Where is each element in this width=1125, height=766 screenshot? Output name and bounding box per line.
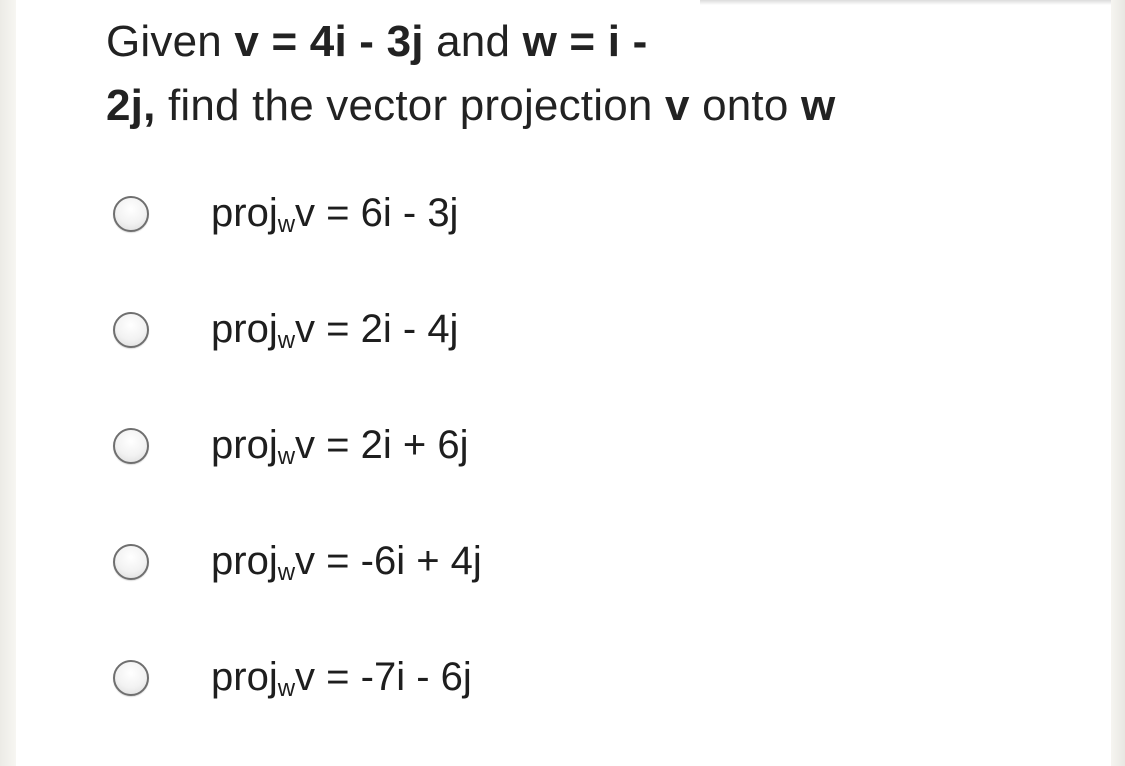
proj-subscript: w — [277, 327, 296, 354]
question-and: and — [423, 17, 523, 66]
answer-option-label — [211, 304, 458, 354]
question-text — [106, 10, 1066, 138]
radio-button-icon[interactable] — [113, 312, 149, 348]
answer-option-5[interactable] — [113, 652, 813, 712]
proj-variable: v — [295, 655, 316, 699]
proj-variable: v — [295, 191, 316, 235]
answer-option-label — [211, 420, 468, 470]
proj-result: = 6i - 3j — [315, 191, 459, 235]
answer-option-4[interactable] — [113, 536, 813, 596]
proj-label: proj — [211, 655, 278, 699]
answer-option-label — [211, 188, 458, 238]
question-v: v — [664, 81, 690, 130]
question-v-equation: v = 4i - 3j — [234, 17, 424, 66]
radio-button-icon[interactable] — [113, 428, 149, 464]
proj-result: = -6i + 4j — [315, 539, 482, 583]
question-prefix: Given — [106, 17, 235, 66]
left-page-edge — [0, 0, 16, 766]
question-w-equation-cont: 2j, — [106, 81, 156, 130]
proj-result: = -7i - 6j — [315, 655, 472, 699]
proj-variable: v — [295, 423, 316, 467]
top-page-shadow — [700, 0, 1111, 5]
question-w-equation: w = i - — [522, 17, 648, 66]
proj-subscript: w — [277, 675, 296, 702]
radio-button-icon[interactable] — [113, 544, 149, 580]
proj-result: = 2i - 4j — [315, 307, 459, 351]
proj-result: = 2i + 6j — [315, 423, 469, 467]
question-w: w — [800, 81, 836, 130]
proj-label: proj — [211, 307, 278, 351]
answer-option-label — [211, 536, 482, 586]
radio-button-icon[interactable] — [113, 196, 149, 232]
proj-subscript: w — [277, 443, 296, 470]
answer-option-label — [211, 652, 472, 702]
answer-option-2[interactable] — [113, 304, 813, 364]
question-instruction: find the vector projection — [155, 81, 665, 130]
proj-subscript: w — [277, 211, 296, 238]
right-page-edge — [1111, 0, 1125, 766]
question-onto: onto — [689, 81, 801, 130]
radio-button-icon[interactable] — [113, 660, 149, 696]
proj-subscript: w — [277, 559, 296, 586]
proj-label: proj — [211, 539, 278, 583]
proj-label: proj — [211, 191, 278, 235]
answer-option-3[interactable] — [113, 420, 813, 480]
proj-variable: v — [295, 307, 316, 351]
answer-option-1[interactable] — [113, 188, 813, 248]
proj-variable: v — [295, 539, 316, 583]
proj-label: proj — [211, 423, 278, 467]
